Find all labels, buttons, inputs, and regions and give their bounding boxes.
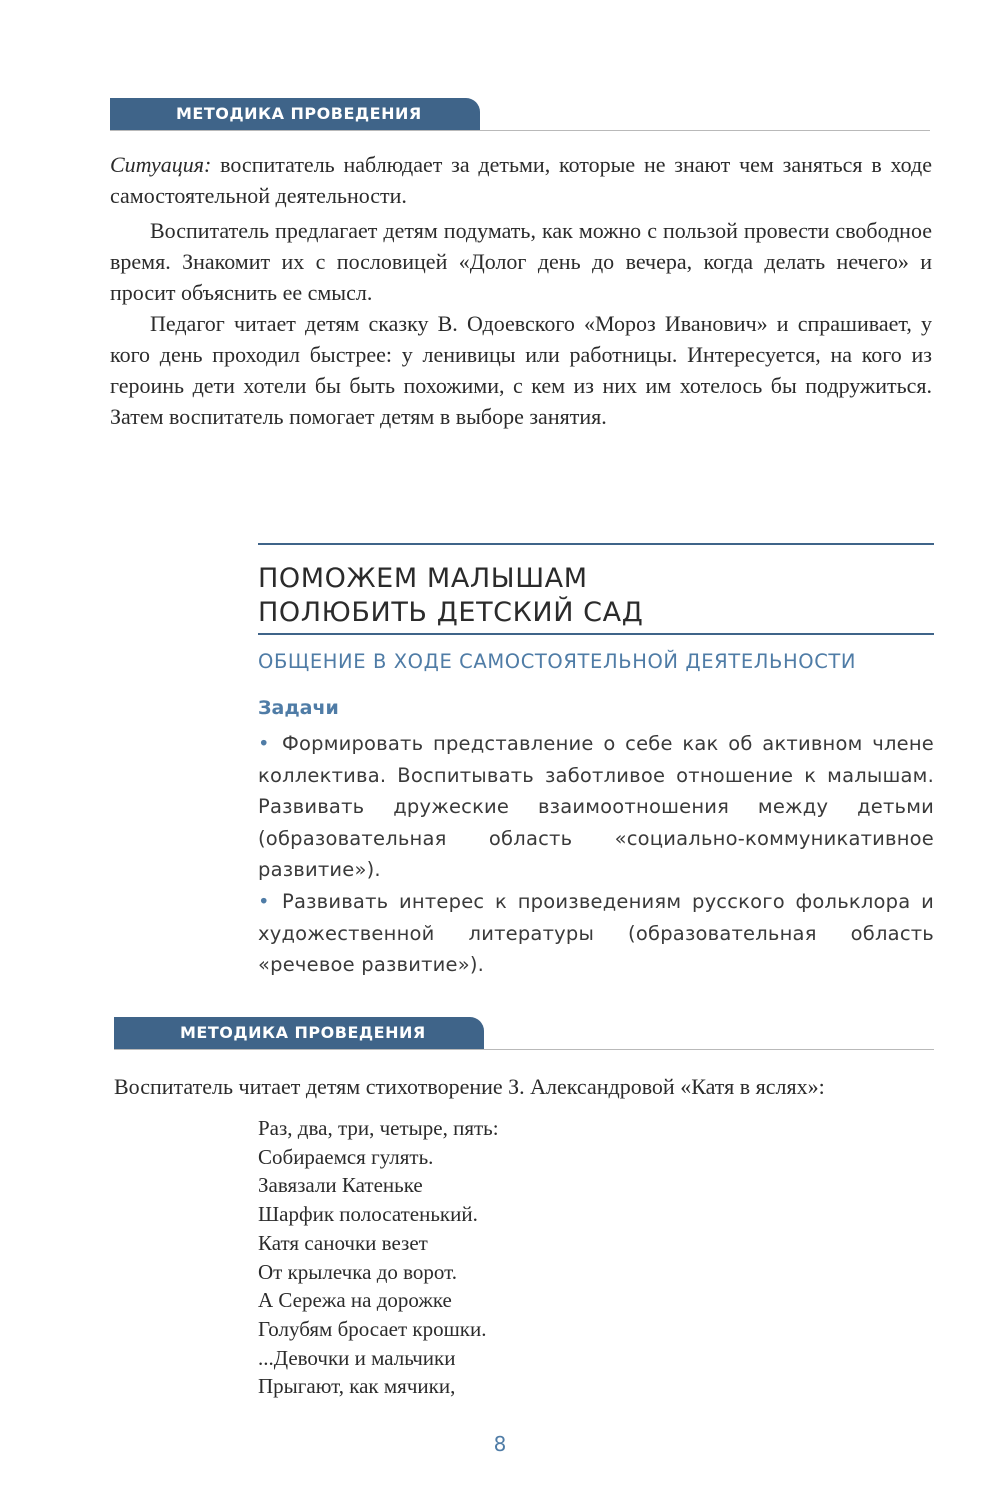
section-header-2 (114, 1017, 934, 1050)
title-line-1: ПОМОЖЕМ МАЛЫШАМ (258, 563, 588, 594)
poem (258, 1114, 499, 1401)
tasks-heading: Задачи (258, 697, 339, 719)
subtitle: ОБЩЕНИЕ В ХОДЕ САМОСТОЯТЕЛЬНОЙ ДЕЯТЕЛЬНОСТИ (258, 650, 857, 673)
poem-line: Катя саночки везет (258, 1230, 428, 1255)
task-item-2 (258, 886, 934, 981)
title-line-2: ПОЛЮБИТЬ ДЕТСКИЙ САД (258, 597, 644, 628)
section-header-label: МЕТОДИКА ПРОВЕДЕНИЯ (110, 98, 480, 130)
task-text-2: Развивать интерес к произведениям русского фольклора и художественной литературы (образовательная область «речевое развитие»). (258, 890, 934, 976)
situation-text: воспитатель наблюдает за детьми, которые не знают чем заняться в ходе самостоятельной деятельности. (110, 152, 932, 208)
page-number: 8 (493, 1432, 507, 1456)
poem-line: ...Девочки и мальчики (258, 1345, 456, 1370)
poem-line: А Сережа на дорожке (258, 1288, 452, 1313)
section-header-label: МЕТОДИКА ПРОВЕДЕНИЯ (114, 1017, 484, 1049)
poem-line: Раз, два, три, четыре, пять: (258, 1116, 499, 1140)
poem-line: Прыгают, как мячики, (258, 1374, 456, 1399)
title-bottom-rule (258, 633, 934, 635)
page-title (258, 562, 643, 630)
poem-line: Шарфик полосатенький. (258, 1202, 478, 1227)
poem-intro: Воспитатель читает детям стихотворение З. Александровой «Катя в яслях»: (114, 1074, 825, 1099)
task-item-1 (258, 728, 934, 886)
poem-line: Завязали Катеньке (258, 1173, 423, 1198)
paragraph-fairytale: Педагог читает детям сказку В. Одоевского «Мороз Иванович» и спрашивает, у кого день проходил быстрее: у ленивицы или работницы. Интересуется, на кого из героинь дети хотели бы быть похожими, с кем из них им хотелось бы подружиться. Затем воспитатель помогает детям в выборе занятия. (110, 311, 932, 429)
poem-line: От крылечка до ворот. (258, 1259, 457, 1284)
situation-label: Ситуация: (110, 152, 212, 177)
paragraph-proverb: Воспитатель предлагает детям подумать, как можно с пользой провести свободное время. Знакомит их с пословицей «Долог день до вечера, когда делать нечего» и просит объяснить ее смысл. (110, 218, 932, 305)
section-header-1 (110, 98, 930, 131)
situation-paragraph (110, 149, 932, 211)
bullet-icon: • (258, 732, 270, 755)
poem-line: Собираемся гулять. (258, 1144, 434, 1169)
title-top-rule (258, 543, 934, 545)
bullet-icon: • (258, 890, 270, 913)
task-text-1: Формировать представление о себе как об активном члене коллектива. Воспитывать заботливое отношение к малышам. Развивать дружеские взаимоотношения между детьми (образовательная область «социально-коммуникативное развитие»). (258, 732, 934, 881)
poem-line: Голубям бросает крошки. (258, 1316, 487, 1341)
